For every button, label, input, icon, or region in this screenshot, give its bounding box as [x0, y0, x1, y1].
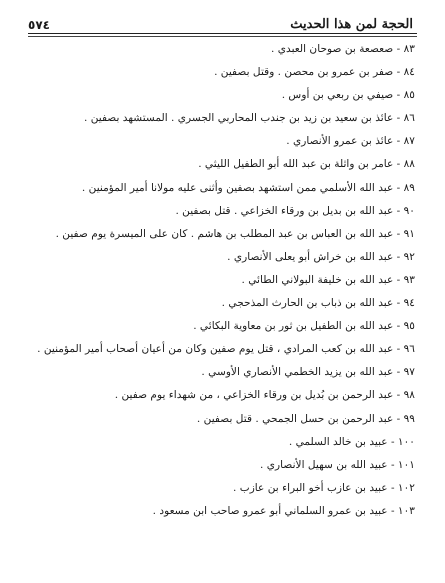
list-item: ١٠١ - عبيد الله بن سهيل الأنصاري .	[260, 458, 415, 471]
list-item: ١٠٠ - عبيد بن خالد السلمي .	[288, 435, 415, 448]
list-item: ٩٦ - عبد الله بن كعب المرادي ، قتل يوم صفين وكان من أعيان أصحاب أمير المؤمنين .	[37, 343, 415, 356]
list-item: ٨٧ - عائذ بن عمرو الأنصاري .	[286, 135, 415, 148]
page-header	[28, 10, 417, 32]
header-divider	[28, 33, 417, 34]
list-item: ١٠٢ - عبيد بن عازب أخو البراء بن عازب .	[232, 481, 415, 494]
list-item: ٩٥ - عبد الله بن الطفيل بن ثور بن معاوية البكائي .	[193, 320, 415, 333]
header-divider-thin	[28, 36, 417, 37]
list-item: ٨٣ - صعصعة بن صوحان العبدي .	[271, 43, 415, 55]
list-item: ٨٥ - صيفي بن ربعي بن أوس .	[281, 89, 415, 102]
list-item: ٩٩ - عبد الرحمن بن حسل الجمحي . قتل بصفين .	[196, 412, 415, 425]
list-item: ٨٨ - عامر بن واثلة بن عبد الله أبو الطفيل الليثي .	[198, 158, 415, 171]
list-item: ٩٧ - عبد الله بن يزيد الخطمي الأنصاري الأوسي .	[201, 366, 415, 379]
list-item: ٩١ - عبد الله بن العباس بن عبد المطلب بن هاشم . كان على الميسرة يوم صفين .	[55, 227, 415, 240]
page-number: ٥٧٤	[28, 18, 50, 32]
list-item: ٩٤ - عبد الله بن ذباب بن الحارث المذحجي .	[221, 297, 415, 310]
entry-list	[22, 38, 415, 523]
list-item: ٨٩ - عبد الله الأسلمي ممن استشهد بصفين وأثنى عليه مولانا أمير المؤمنين .	[81, 181, 415, 194]
list-item: ٩٠ - عبد الله بن بديل بن ورقاء الخزاعي . قتل بصفين .	[175, 204, 415, 217]
list-item: ٨٦ - عائذ بن سعيد بن زيد بن جندب المحاربي الجسري . المستشهد بصفين .	[83, 112, 415, 125]
list-item: ٨٤ - صفر بن عمرو بن محصن . وقتل بصفين .	[214, 66, 415, 79]
list-item: ٩٨ - عبد الرحمن بن بُديل بن ورقاء الخزاعي ، من شهداء يوم صفين .	[114, 389, 415, 402]
list-item: ١٠٣ - عبيد بن عمرو السلماني أبو عمرو صاحب ابن مسعود .	[152, 504, 415, 517]
list-item: ٩٣ - عبد الله بن خليفة البولاني الطائي .	[241, 273, 415, 286]
running-title: الحجة لمن هذا الحديث	[290, 17, 413, 32]
list-item: ٩٢ - عبد الله بن خراش أبو يعلى الأنصاري .	[227, 250, 415, 263]
